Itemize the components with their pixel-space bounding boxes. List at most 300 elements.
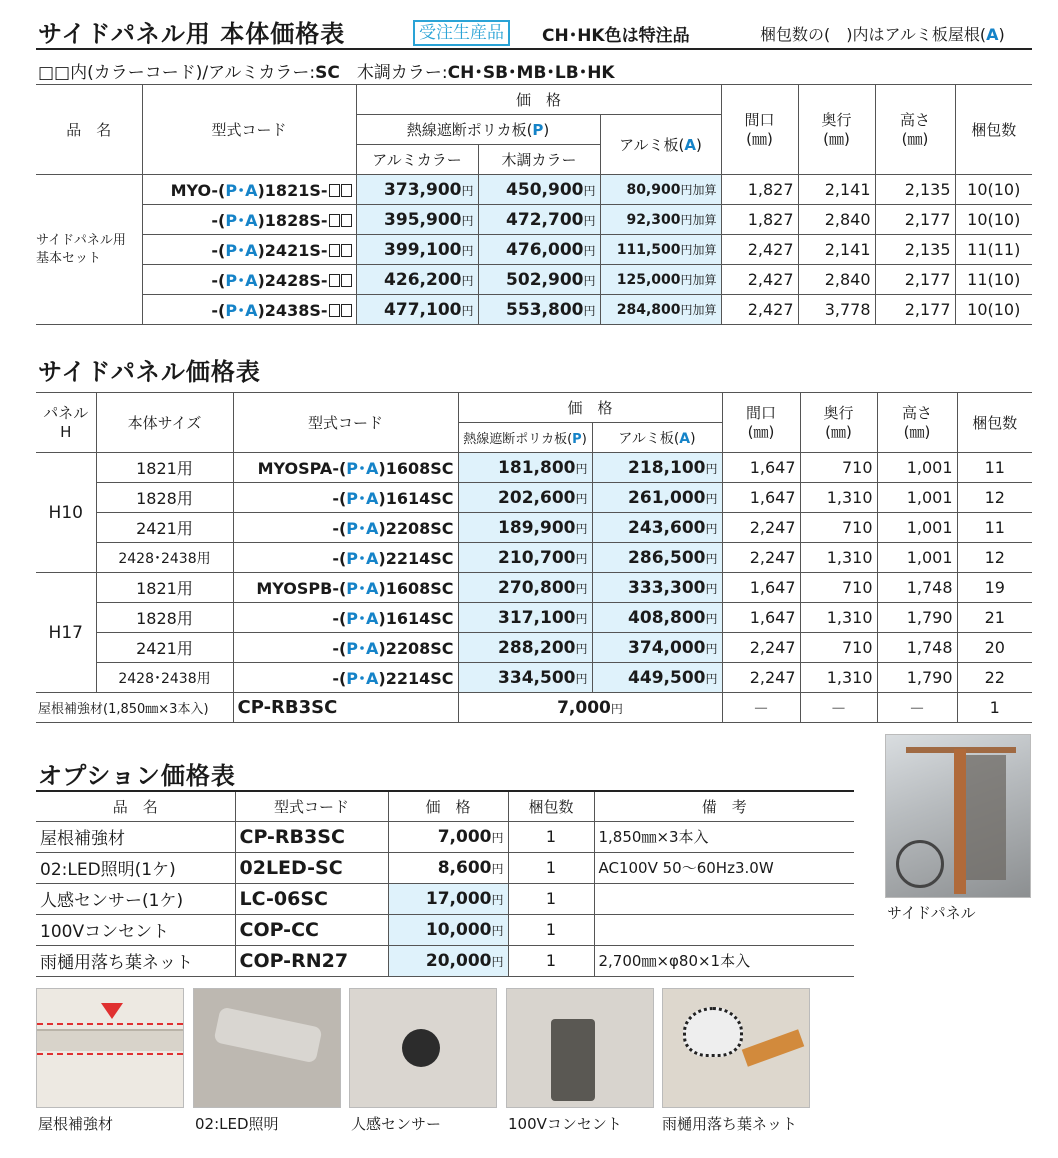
- panel-price-alu: [592, 603, 722, 633]
- pack-value: 22: [957, 663, 1032, 693]
- depth-value: 710: [800, 573, 877, 603]
- price-value: 20,000: [425, 950, 492, 971]
- ppoly-post: ): [581, 432, 587, 447]
- price-alu-plate: [600, 265, 721, 295]
- pack-value: 11(10): [955, 265, 1032, 295]
- panel-code: [233, 483, 458, 513]
- price-value: 80,900: [626, 182, 681, 198]
- yen-label: 円: [491, 830, 504, 845]
- color-box-icon: [341, 244, 352, 257]
- code-pa: P･A: [225, 241, 258, 260]
- yen-label: 円: [705, 521, 718, 536]
- code-suffix: )1614SC: [378, 489, 454, 508]
- col-poly: [356, 115, 600, 145]
- yen-label: 円: [583, 213, 596, 228]
- body-size: 1821用: [96, 573, 233, 603]
- pack-value: 10(10): [955, 295, 1032, 325]
- option-name: 屋根補強材: [36, 821, 235, 852]
- code-prefix: MYO-(: [170, 181, 226, 200]
- poly-p: P: [532, 121, 544, 139]
- yen-label: 円: [583, 183, 596, 198]
- carport-post: [954, 749, 966, 894]
- col-panel-code: 型式コード: [233, 393, 458, 453]
- yen-label: 円: [575, 611, 588, 626]
- color-line-sc: SC: [315, 63, 340, 83]
- code-suffix: )2421S-: [257, 241, 328, 260]
- code-prefix: MYOSPA-(: [257, 459, 347, 478]
- price-value: 399,100: [384, 239, 462, 260]
- width-value: 2,247: [722, 543, 800, 573]
- kasan-label: 円加算: [680, 303, 717, 317]
- bicycle-wheel: [896, 840, 944, 888]
- reinforce-label: 屋根補強材(1,850㎜×3本入): [36, 693, 233, 723]
- depth-unit: (㎜): [823, 129, 850, 148]
- body-size: 2428･2438用: [96, 663, 233, 693]
- yen-label: 円: [583, 303, 596, 318]
- code-pa: P･A: [346, 579, 379, 598]
- caption-side-panel: サイドパネル: [887, 904, 976, 922]
- price-value: 10,000: [425, 919, 492, 940]
- reinforce-d: －: [800, 693, 877, 723]
- panel-label: パネル: [43, 403, 89, 422]
- depth-value: 710: [800, 453, 877, 483]
- special-order-note: CH･HK色は特注品: [542, 26, 690, 46]
- height-value: 2,177: [875, 265, 955, 295]
- caption-outlet: 100Vコンセント: [508, 1115, 622, 1133]
- option-code: 02LED-SC: [235, 852, 388, 883]
- code-pa: P･A: [346, 669, 379, 688]
- option-pack: 1: [508, 821, 594, 852]
- price-value: 553,800: [506, 299, 584, 320]
- ppoly-pre: 熱線遮断ポリカ板(: [463, 432, 573, 447]
- pack-value: 11: [957, 453, 1032, 483]
- width-value: 2,427: [721, 235, 798, 265]
- option-price: [388, 945, 508, 976]
- col-panel-h: [36, 393, 96, 453]
- option-name: 雨樋用落ち葉ネット: [36, 945, 235, 976]
- price-wood-color: [478, 265, 600, 295]
- group-label: [36, 175, 142, 325]
- palu-a: A: [679, 430, 691, 447]
- color-box-icon: [329, 304, 340, 317]
- panel-row: [36, 633, 1032, 663]
- height-value: 2,177: [875, 295, 955, 325]
- pw-label: 間口: [745, 403, 776, 422]
- depth-value: 2,141: [798, 235, 875, 265]
- yen-label: 円: [461, 273, 474, 288]
- col-panel-poly: [458, 423, 592, 453]
- alu-a: A: [684, 136, 696, 154]
- yen-label: 円: [575, 461, 588, 476]
- color-box-icon: [329, 274, 340, 287]
- option-note: [594, 883, 854, 914]
- palu-pre: アルミ板(: [618, 430, 680, 447]
- panel-row: [36, 483, 1032, 513]
- option-note: 1,850㎜×3本入: [594, 821, 854, 852]
- body-size: 2428･2438用: [96, 543, 233, 573]
- pack-note-a: A: [986, 25, 999, 44]
- width-value: 1,827: [721, 175, 798, 205]
- price-value: 288,200: [498, 637, 576, 658]
- panel-row: [36, 453, 1032, 483]
- col-height: [875, 85, 955, 175]
- main-row: [36, 295, 1032, 325]
- yen-label: 円: [583, 273, 596, 288]
- option-row: [36, 852, 854, 883]
- price-value: 374,000: [628, 637, 706, 658]
- panel-price-alu: [592, 543, 722, 573]
- alu-pre: アルミ板(: [619, 136, 685, 154]
- code-pa: P･A: [346, 459, 379, 478]
- option-note: AC100V 50～60Hz3.0W: [594, 852, 854, 883]
- panel-price-poly: [458, 663, 592, 693]
- height-value: 1,790: [877, 603, 957, 633]
- main-row: [36, 265, 1032, 295]
- down-arrow-icon: [101, 1003, 123, 1019]
- option-row: [36, 914, 854, 945]
- side-panel-photo: [885, 734, 1031, 898]
- outlet-device: [551, 1019, 595, 1101]
- pack-value: 11(11): [955, 235, 1032, 265]
- price-value: 450,900: [506, 179, 584, 200]
- pack-note-post: ): [998, 25, 1005, 44]
- pack-value: 21: [957, 603, 1032, 633]
- panel-glass: [966, 755, 1006, 880]
- code-pa: P･A: [346, 549, 379, 568]
- caption-gutter-net: 雨樋用落ち葉ネット: [662, 1115, 798, 1133]
- price-value: 284,800: [616, 302, 681, 318]
- yen-label: 円: [491, 892, 504, 907]
- panel-price-alu: [592, 483, 722, 513]
- price-value: 395,900: [384, 209, 462, 230]
- width-label: 間口: [744, 110, 775, 129]
- yen-label: 円: [461, 303, 474, 318]
- option-pack: 1: [508, 883, 594, 914]
- code-suffix: )2214SC: [378, 669, 454, 688]
- color-box-icon: [329, 244, 340, 257]
- led-fixture: [213, 1007, 322, 1064]
- reinforce-price: [458, 693, 722, 723]
- yen-label: 円: [491, 861, 504, 876]
- panel-code: [233, 543, 458, 573]
- reinforce-price-value: 7,000: [557, 697, 611, 718]
- pack-value: 20: [957, 633, 1032, 663]
- reinforce-h: －: [877, 693, 957, 723]
- caption-sensor: 人感センサー: [351, 1115, 442, 1133]
- pd-label: 奥行: [823, 403, 854, 422]
- col-code: 型式コード: [142, 85, 356, 175]
- body-size: 1821用: [96, 453, 233, 483]
- price-value: 17,000: [425, 888, 492, 909]
- col-body-size: 本体サイズ: [96, 393, 233, 453]
- price-alu-color: [356, 265, 478, 295]
- price-value: 111,500: [616, 242, 681, 258]
- pack-value: 19: [957, 573, 1032, 603]
- roof-reinforce-photo: [36, 988, 184, 1108]
- depth-value: 1,310: [800, 603, 877, 633]
- kasan-label: 円加算: [680, 273, 717, 287]
- price-alu-plate: [600, 205, 721, 235]
- col-panel-width: [722, 393, 800, 453]
- price-value: 218,100: [628, 457, 706, 478]
- height-value: 1,001: [877, 453, 957, 483]
- yen-label: 円: [705, 491, 718, 506]
- depth-value: 2,141: [798, 175, 875, 205]
- panel-price-table: [36, 392, 1032, 723]
- main-row: [36, 175, 1032, 205]
- depth-value: 3,778: [798, 295, 875, 325]
- reinforce-code: CP-RB3SC: [233, 693, 458, 723]
- panel-price-alu: [592, 663, 722, 693]
- option-pack: 1: [508, 945, 594, 976]
- opt-col-name: 品 名: [36, 791, 235, 821]
- code-prefix: -(: [211, 241, 226, 260]
- width-unit: (㎜): [746, 129, 773, 148]
- code-prefix: -(: [211, 271, 226, 290]
- height-value: 1,001: [877, 513, 957, 543]
- code-pa: P･A: [225, 211, 258, 230]
- code-prefix: -(: [211, 301, 226, 320]
- kasan-label: 円加算: [680, 183, 717, 197]
- yen-label: 円: [705, 671, 718, 686]
- model-code: [142, 205, 356, 235]
- option-code: COP-CC: [235, 914, 388, 945]
- caption-led: 02:LED照明: [195, 1115, 279, 1133]
- price-alu-plate: [600, 295, 721, 325]
- opt-col-price: 価 格: [388, 791, 508, 821]
- h10-label: H10: [36, 453, 96, 573]
- made-to-order-badge: 受注生産品: [413, 20, 510, 46]
- price-value: 373,900: [384, 179, 462, 200]
- depth-value: 2,840: [798, 265, 875, 295]
- panel-price-poly: [458, 543, 592, 573]
- color-line-mid: 木調カラー:: [339, 63, 448, 83]
- width-value: 1,647: [722, 483, 800, 513]
- yen-label: 円: [461, 243, 474, 258]
- panel-price-alu: [592, 633, 722, 663]
- option-price: [388, 852, 508, 883]
- main-row: [36, 205, 1032, 235]
- pack-note: [760, 22, 1005, 45]
- height-value: 1,748: [877, 633, 957, 663]
- price-value: 502,900: [506, 269, 584, 290]
- panel-price-alu: [592, 513, 722, 543]
- price-alu-color: [356, 205, 478, 235]
- depth-value: 1,310: [800, 483, 877, 513]
- pack-value: 12: [957, 483, 1032, 513]
- col-depth: [798, 85, 875, 175]
- color-line-pre: □□内(カラーコード)/アルミカラー:: [38, 63, 316, 83]
- panel-price-alu: [592, 573, 722, 603]
- price-value: 270,800: [498, 577, 576, 598]
- height-value: 1,001: [877, 483, 957, 513]
- model-code: [142, 295, 356, 325]
- col-width: [721, 85, 798, 175]
- price-value: 125,000: [616, 272, 681, 288]
- depth-value: 710: [800, 633, 877, 663]
- model-code: [142, 235, 356, 265]
- code-suffix: )2214SC: [378, 549, 454, 568]
- yen-label: 円: [610, 701, 623, 716]
- code-suffix: )2208SC: [378, 639, 454, 658]
- width-value: 2,427: [721, 265, 798, 295]
- yen-label: 円: [575, 581, 588, 596]
- dashed-line-2: [37, 1053, 183, 1055]
- panel-row: [36, 513, 1032, 543]
- height-label: 高さ: [899, 110, 930, 129]
- col-pack: 梱包数: [955, 85, 1032, 175]
- options-table: [36, 790, 854, 977]
- panel-code: [233, 513, 458, 543]
- ph-unit: (㎜): [903, 422, 931, 441]
- code-prefix: -(: [332, 609, 347, 628]
- panel-code: [233, 573, 458, 603]
- code-prefix: MYOSPB-(: [256, 579, 347, 598]
- poly-pre: 熱線遮断ポリカ板(: [406, 121, 533, 139]
- price-value: 210,700: [498, 547, 576, 568]
- yen-label: 円: [705, 581, 718, 596]
- price-value: 202,600: [498, 487, 576, 508]
- code-suffix: )1614SC: [378, 609, 454, 628]
- panel-row: [36, 603, 1032, 633]
- color-box-icon: [341, 184, 352, 197]
- price-value: 8,600: [437, 857, 492, 878]
- price-wood-color: [478, 175, 600, 205]
- panel-code: [233, 663, 458, 693]
- price-alu-color: [356, 235, 478, 265]
- price-wood-color: [478, 235, 600, 265]
- width-value: 1,647: [722, 603, 800, 633]
- col-panel-price: 価 格: [458, 393, 722, 423]
- body-size: 2421用: [96, 633, 233, 663]
- palu-post: ): [690, 430, 696, 447]
- col-panel-depth: [800, 393, 877, 453]
- leaves: [742, 1029, 805, 1066]
- code-suffix: )1608SC: [378, 459, 454, 478]
- pd-unit: (㎜): [825, 422, 852, 441]
- code-suffix: )2438S-: [257, 301, 328, 320]
- width-value: 1,827: [721, 205, 798, 235]
- pack-value: 10(10): [955, 175, 1032, 205]
- code-prefix: -(: [332, 669, 347, 688]
- col-panel-alu: [592, 423, 722, 453]
- price-value: 286,500: [628, 547, 706, 568]
- main-title: サイドパネル用 本体価格表: [38, 20, 346, 48]
- outlet-photo: [506, 988, 654, 1108]
- yen-label: 円: [461, 183, 474, 198]
- width-value: 1,647: [722, 573, 800, 603]
- sensor-device: [402, 1029, 440, 1067]
- option-price: [388, 914, 508, 945]
- option-name: 人感センサー(1ケ): [36, 883, 235, 914]
- option-row: [36, 821, 854, 852]
- price-value: 472,700: [506, 209, 584, 230]
- price-value: 334,500: [498, 667, 576, 688]
- reinforce-w: －: [722, 693, 800, 723]
- code-pa: P･A: [225, 271, 258, 290]
- code-prefix: -(: [332, 489, 347, 508]
- yen-label: 円: [491, 954, 504, 969]
- option-note: 2,700㎜×φ80×1本入: [594, 945, 854, 976]
- panel-price-poly: [458, 453, 592, 483]
- width-value: 2,247: [722, 633, 800, 663]
- sensor-photo: [349, 988, 497, 1108]
- group-label-1: サイドパネル用: [36, 232, 126, 248]
- panel-price-alu: [592, 453, 722, 483]
- price-value: 7,000: [437, 826, 492, 847]
- color-box-icon: [329, 184, 340, 197]
- panel-row: [36, 573, 1032, 603]
- col-price: 価 格: [356, 85, 721, 115]
- color-code-line: [38, 58, 615, 83]
- color-box-icon: [341, 274, 352, 287]
- yen-label: 円: [461, 213, 474, 228]
- code-prefix: -(: [332, 639, 347, 658]
- code-prefix: -(: [332, 519, 347, 538]
- panel-price-poly: [458, 603, 592, 633]
- option-code: COP-RN27: [235, 945, 388, 976]
- price-value: 449,500: [628, 667, 706, 688]
- height-value: 2,135: [875, 175, 955, 205]
- col-alu-plate: [600, 115, 721, 175]
- color-box-icon: [329, 214, 340, 227]
- col-panel-height: [877, 393, 957, 453]
- price-value: 181,800: [498, 457, 576, 478]
- col-alu-color: アルミカラー: [356, 145, 478, 175]
- height-value: 1,748: [877, 573, 957, 603]
- col-wood-color: 木調カラー: [478, 145, 600, 175]
- panel-price-poly: [458, 633, 592, 663]
- body-size: 1828用: [96, 603, 233, 633]
- reinforce-row: [36, 693, 1032, 723]
- panel-row: [36, 663, 1032, 693]
- caption-roof-reinforce: 屋根補強材: [38, 1115, 114, 1133]
- beam: [37, 1029, 183, 1051]
- opt-col-code: 型式コード: [235, 791, 388, 821]
- group-label-2: 基本セット: [36, 250, 102, 266]
- yen-label: 円: [575, 641, 588, 656]
- color-box-icon: [341, 214, 352, 227]
- option-code: LC-06SC: [235, 883, 388, 914]
- pack-value: 10(10): [955, 205, 1032, 235]
- main-row: [36, 235, 1032, 265]
- panel-price-poly: [458, 513, 592, 543]
- code-pa: P･A: [225, 301, 258, 320]
- height-value: 2,135: [875, 235, 955, 265]
- depth-value: 1,310: [800, 663, 877, 693]
- option-pack: 1: [508, 914, 594, 945]
- price-value: 92,300: [626, 212, 681, 228]
- opt-col-note: 備 考: [594, 791, 854, 821]
- color-box-icon: [341, 304, 352, 317]
- option-pack: 1: [508, 852, 594, 883]
- alu-post: ): [696, 136, 702, 154]
- depth-value: 1,310: [800, 543, 877, 573]
- option-price: [388, 883, 508, 914]
- option-row: [36, 883, 854, 914]
- width-value: 2,247: [722, 513, 800, 543]
- led-photo: [193, 988, 341, 1108]
- code-pa: P･A: [346, 639, 379, 658]
- code-suffix: )1821S-: [257, 181, 328, 200]
- code-prefix: -(: [211, 211, 226, 230]
- ph-label: 高さ: [901, 403, 932, 422]
- price-wood-color: [478, 205, 600, 235]
- panel-code: [233, 453, 458, 483]
- code-suffix: )2428S-: [257, 271, 328, 290]
- code-suffix: )2208SC: [378, 519, 454, 538]
- option-code: CP-RB3SC: [235, 821, 388, 852]
